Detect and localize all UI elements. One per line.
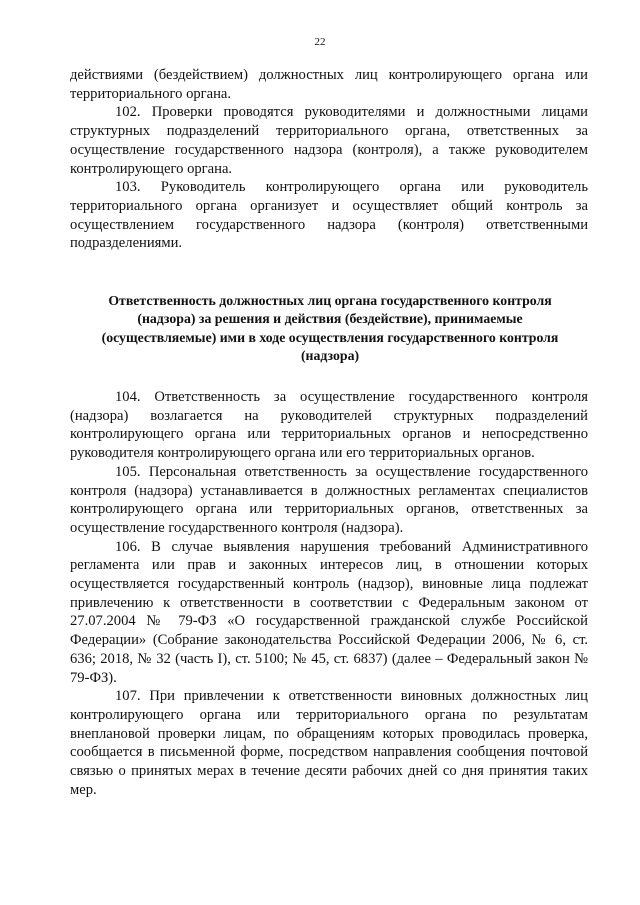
- paragraph-105: 105. Персональная ответственность за осуществление государственного контроля (надзора) устанавливается в должностных регламентах специалистов контролирующего органа или территориальных органов, ответственных за осуществление государственного контроля (надзора).: [70, 463, 588, 536]
- paragraph-106: 106. В случае выявления нарушения требований Административного регламента или прав и законных интересов лиц, в отношении которых осуществляется государственный контроль (надзор), виновные лица подлежат привлечению к ответственности в соответствии с Федеральным законом от 27.07.2004 № 79-ФЗ «О государственной гражданской службе Российской Федерации» (Собрание законодательства Российской Федерации 2006, № 6, ст. 636; 2018, № 32 (часть I), ст. 5100; № 45, ст. 6837) (далее – Федеральный закон № 79-ФЗ).: [70, 538, 588, 686]
- paragraph-continuation: действиями (бездействием) должностных лиц контролирующего органа или территориального органа.: [70, 67, 588, 102]
- paragraph-102: 102. Проверки проводятся руководителями и должностными лицами структурных подразделений территориального органа, ответственных за осуществление государственного надзора (контроля), а также руководителем контролирующего органа.: [70, 104, 588, 177]
- text-block-top: [70, 66, 588, 253]
- paragraph-104: 104. Ответственность за осуществление государственного контроля (надзора) возлагается на руководителей структурных подразделений контролирующего органа или территориальных органов и непосредственно руководителя контролирующего органа или его территориальных органов.: [70, 389, 588, 462]
- paragraph-103: 103. Руководитель контролирующего органа или руководитель территориального органа организует и осуществляет общий контроль за осуществлением государственного надзора (контроля) ответственными подразделениями.: [70, 179, 588, 252]
- section-heading: Ответственность должностных лиц органа государственного контроля (надзора) за решения и действия (бездействие), принимаемые (осуществляемые) ими в ходе осуществления государственного контроля (надзора): [101, 293, 559, 363]
- text-block-bottom: [70, 388, 588, 799]
- page-number: 22: [314, 36, 326, 48]
- paragraph-107: 107. При привлечении к ответственности виновных должностных лиц контролирующего органа или территориального органа по результатам внеплановой проверки лицам, по обращениям которых проводилась проверка, сообщается в письменной форме, посредством направления сообщения почтовой связью о принятых мерах в течение десяти рабочих дней со дня принятия таких мер.: [70, 688, 588, 798]
